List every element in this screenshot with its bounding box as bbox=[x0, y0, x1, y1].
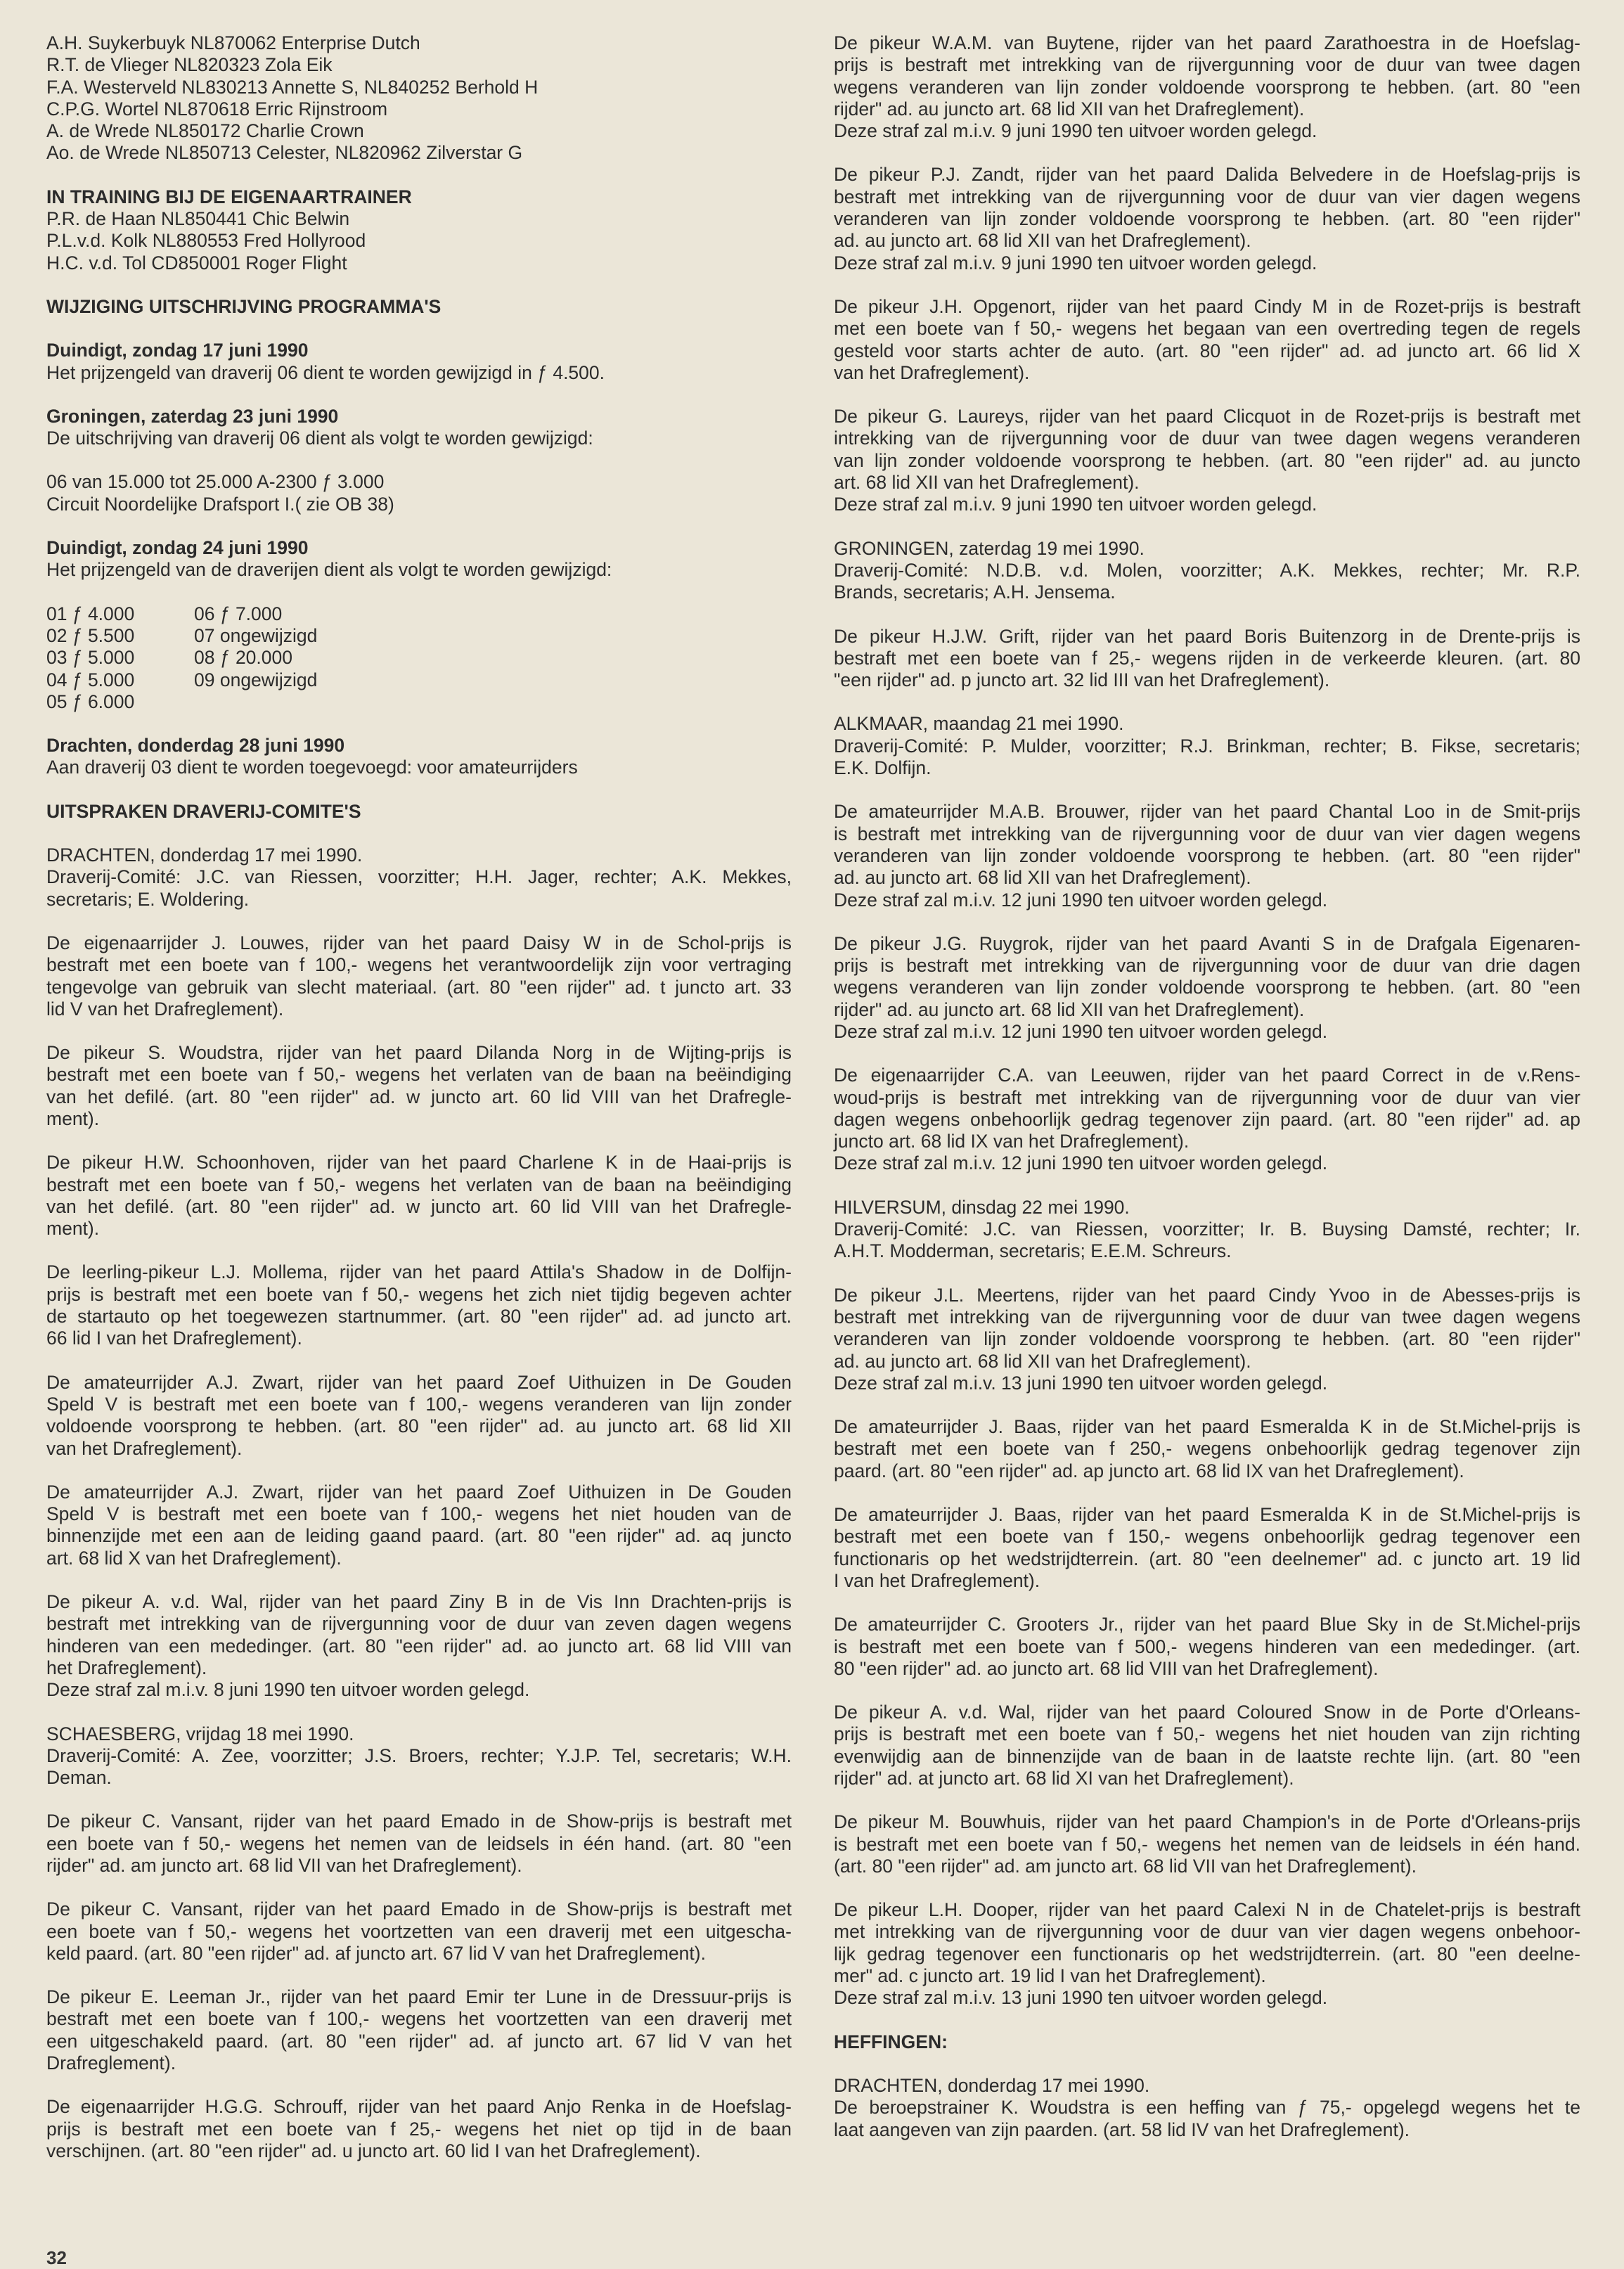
prize-row bbox=[46, 669, 792, 691]
left-paragraph bbox=[46, 2096, 792, 2162]
text-line: De leerling-pikeur L.J. Mollema, rijder van het paard Attila's Shadow in de Dolfijn- bbox=[46, 1261, 792, 1283]
text-line: Deze straf zal m.i.v. 9 juni 1990 ten uitvoer worden gelegd. bbox=[834, 120, 1317, 142]
left-paragraph bbox=[46, 844, 792, 911]
section-heading: HEFFINGEN: bbox=[834, 2031, 948, 2052]
text-line: van lijn zonder voldoende voorsprong te hebben. (art. 80 "een rijder" ad. au juncto bbox=[834, 449, 1580, 471]
text-line: E.K. Dolfijn. bbox=[834, 757, 932, 779]
text-line: Het prijzengeld van draverij 06 dient te worden gewijzigd in ƒ 4.500. bbox=[46, 361, 605, 383]
text-line: F.A. Westerveld NL830213 Annette S, NL840252 Berhold H bbox=[46, 76, 539, 98]
text-line: van het Drafreglement). bbox=[834, 361, 1030, 383]
right-paragraph bbox=[834, 2031, 1580, 2053]
text-line: A.H. Suykerbuyk NL870062 Enterprise Dutch bbox=[46, 32, 420, 53]
text-line: Draverij-Comité: J.C. van Riessen, voorzitter; Ir. B. Buysing Damsté, rechter; Ir. bbox=[834, 1219, 1580, 1240]
text-line: GRONINGEN, zaterdag 19 mei 1990. bbox=[834, 537, 1145, 559]
right-column bbox=[834, 32, 1580, 2163]
right-paragraph bbox=[834, 1702, 1580, 1789]
right-paragraph bbox=[834, 538, 1580, 604]
text-line: A. de Wrede NL850172 Charlie Crown bbox=[46, 120, 364, 142]
left-paragraph bbox=[46, 471, 792, 515]
text-line: lijk gedrag tegenover een functionaris op het wedstrijdterrein. (art. 80 "een deelne- bbox=[834, 1943, 1580, 1965]
text-line: De uitschrijving van draverij 06 dient als volgt te worden gewijzigd: bbox=[46, 428, 593, 449]
prize-cell: 09 ongewijzigd bbox=[194, 669, 318, 690]
text-line: wegens veranderen van lijn zonder voldoende voorsprong te hebben. (art. 80 "een bbox=[834, 76, 1580, 98]
text-line: R.T. de Vlieger NL820323 Zola Eik bbox=[46, 54, 333, 76]
text-line: ad. au juncto art. 68 lid XII van het Drafreglement). bbox=[834, 230, 1251, 252]
text-line: een boete van f 50,- wegens het nemen van de leidsels in één hand. (art. 80 "een bbox=[46, 1832, 792, 1854]
left-paragraph bbox=[46, 1152, 792, 1240]
section-heading: WIJZIGING UITSCHRIJVING PROGRAMMA'S bbox=[46, 295, 442, 317]
prize-cell: 07 ongewijzigd bbox=[194, 624, 318, 646]
text-line: de startauto op het toegewezen startnummer. (art. 80 "een rijder" ad. ad juncto art. bbox=[46, 1306, 792, 1328]
text-line: De pikeur A. v.d. Wal, rijder van het paard Ziny B in de Vis Inn Drachten-prijs is bbox=[46, 1591, 792, 1613]
text-line: De pikeur H.J.W. Grift, rijder van het paard Boris Buitenzorg in de Drente-prijs is bbox=[834, 625, 1580, 647]
text-line: Deze straf zal m.i.v. 13 juni 1990 ten uitvoer worden gelegd. bbox=[834, 1372, 1328, 1394]
right-paragraph bbox=[834, 801, 1580, 911]
text-line: met intrekking van de rijvergunning voor de duur van vier dagen wegens onbehoor- bbox=[834, 1921, 1580, 1943]
text-line: Speld V is bestraft met een boete van f 100,- wegens het niet houden van de bbox=[46, 1503, 792, 1525]
prize-cell: 03 ƒ 5.000 bbox=[46, 647, 135, 669]
text-line: is bestraft met een boete van f 500,- wegens hinderen van een mededinger. (art. bbox=[834, 1635, 1580, 1657]
prize-cell: 01 ƒ 4.000 bbox=[46, 603, 135, 624]
text-line: veranderen van lijn zonder voldoende voorsprong te hebben. (art. 80 "een rijder" bbox=[834, 844, 1580, 866]
left-paragraph bbox=[46, 603, 792, 713]
text-line: Aan draverij 03 dient te worden toegevoegd: voor amateurrijders bbox=[46, 757, 578, 778]
text-line: De pikeur H.W. Schoonhoven, rijder van het paard Charlene K in de Haai-prijs is bbox=[46, 1152, 792, 1174]
text-line: wegens veranderen van lijn zonder voldoende voorsprong te hebben. (art. 80 "een bbox=[834, 977, 1580, 998]
text-line: prijs is bestraft met intrekking van de rijvergunning voor de duur van drie dagen bbox=[834, 955, 1580, 977]
left-paragraph bbox=[46, 186, 792, 274]
text-line: I van het Drafreglement). bbox=[834, 1569, 1040, 1591]
left-column bbox=[46, 32, 792, 2184]
text-line: C.P.G. Wortel NL870618 Erric Rijnstroom bbox=[46, 98, 388, 120]
right-paragraph bbox=[834, 1614, 1580, 1680]
text-line: De pikeur M. Bouwhuis, rijder van het paard Champion's in de Porte d'Orleans-prijs bbox=[834, 1811, 1580, 1833]
text-line: secretaris; E. Woldering. bbox=[46, 888, 250, 910]
text-line: ment). bbox=[46, 1218, 100, 1240]
text-line: H.C. v.d. Tol CD850001 Roger Flight bbox=[46, 252, 347, 274]
text-line: ALKMAAR, maandag 21 mei 1990. bbox=[834, 713, 1124, 735]
text-line: De pikeur J.H. Opgenort, rijder van het paard Cindy M in de Rozet-prijs is bestraft bbox=[834, 295, 1580, 317]
left-paragraph bbox=[46, 340, 792, 384]
text-line: bestraft met een boete van f 50,- wegens het verlaten van de baan na beëindiging bbox=[46, 1064, 792, 1086]
right-paragraph bbox=[834, 1811, 1580, 1877]
text-line: De pikeur J.L. Meertens, rijder van het paard Cindy Yvoo in de Abesses-prijs is bbox=[834, 1284, 1580, 1306]
text-line: Draverij-Comité: P. Mulder, voorzitter; R.J. Brinkman, rechter; B. Fikse, secretaris; bbox=[834, 735, 1580, 757]
text-line: Deze straf zal m.i.v. 12 juni 1990 ten uitvoer worden gelegd. bbox=[834, 1020, 1328, 1042]
right-paragraph bbox=[834, 1197, 1580, 1263]
text-line: evenwijdig aan de binnenzijde van de baan in de laatste rechte lijn. (art. 80 "een bbox=[834, 1745, 1580, 1767]
text-line: Brands, secretaris; A.H. Jensema. bbox=[834, 581, 1116, 603]
prize-row bbox=[46, 625, 792, 647]
text-line: Deze straf zal m.i.v. 12 juni 1990 ten uitvoer worden gelegd. bbox=[834, 889, 1328, 911]
text-line: De pikeur L.H. Dooper, rijder van het paard Calexi N in de Chatelet-prijs is bestraft bbox=[834, 1899, 1580, 1921]
text-line: bestraft met een boete van f 250,- wegens onbehoorlijk gedrag tegenover zijn bbox=[834, 1438, 1580, 1460]
text-line: bestraft met een boete van f 25,- wegens rijden in de verkeerde kleuren. (art. 80 bbox=[834, 647, 1580, 669]
text-line: veranderen van lijn zonder voldoende voorsprong te hebben. (art. 80 "een rijder" bbox=[834, 1328, 1580, 1350]
text-line: DRACHTEN, donderdag 17 mei 1990. bbox=[46, 844, 363, 866]
text-line: 80 "een rijder" ad. ao juncto art. 68 lid VIII van het Drafreglement). bbox=[834, 1657, 1379, 1679]
prize-row bbox=[46, 691, 792, 713]
text-line: veranderen van lijn zonder voldoende voorsprong te hebben. (art. 80 "een rijder" bbox=[834, 208, 1580, 230]
text-line: De amateurrijder J. Baas, rijder van het paard Esmeralda K in de St.Michel-prijs is bbox=[834, 1504, 1580, 1526]
text-line: Circuit Noordelijke Drafsport I.( zie OB 38) bbox=[46, 493, 394, 515]
text-line: (art. 80 "een rijder" ad. am juncto art. 68 lid VII van het Drafreglement). bbox=[834, 1855, 1417, 1877]
section-heading: UITSPRAKEN DRAVERIJ-COMITE'S bbox=[46, 800, 361, 822]
text-line: HILVERSUM, dinsdag 22 mei 1990. bbox=[834, 1196, 1130, 1218]
text-line: rijder" ad. au juncto art. 68 lid XII van het Drafreglement). bbox=[834, 998, 1305, 1020]
prize-cell: 04 ƒ 5.000 bbox=[46, 669, 135, 690]
text-line: hinderen van een mededinger. (art. 80 "een rijder" ad. ao juncto art. 68 lid VIII van bbox=[46, 1635, 792, 1657]
left-paragraph bbox=[46, 1591, 792, 1701]
text-line: gesteld voor starts achter de auto. (art. 80 "een rijder" ad. ad juncto art. 66 lid X bbox=[834, 340, 1580, 361]
left-paragraph bbox=[46, 32, 792, 165]
text-line: lid V van het Drafreglement). bbox=[46, 998, 284, 1020]
text-line: Het prijzengeld van de draverijen dient als volgt te worden gewijzigd: bbox=[46, 559, 612, 581]
text-line: ad. au juncto art. 68 lid XII van het Drafreglement). bbox=[834, 1350, 1251, 1372]
text-line: De amateurrijder J. Baas, rijder van het paard Esmeralda K in de St.Michel-prijs is bbox=[834, 1416, 1580, 1438]
left-paragraph bbox=[46, 1261, 792, 1349]
text-line: bestraft met een boete van f 100,- wegens het voortzetten van een draverij met bbox=[46, 2008, 792, 2030]
right-paragraph bbox=[834, 626, 1580, 692]
left-paragraph bbox=[46, 735, 792, 779]
right-paragraph bbox=[834, 1416, 1580, 1482]
text-line: keld paard. (art. 80 "een rijder" ad. af juncto art. 67 lid V van het Drafreglement). bbox=[46, 1942, 706, 1964]
right-paragraph bbox=[834, 1504, 1580, 1592]
right-paragraph bbox=[834, 933, 1580, 1043]
text-line: De pikeur A. v.d. Wal, rijder van het paard Coloured Snow in de Porte d'Orleans- bbox=[834, 1702, 1580, 1723]
text-line: met een boete van f 50,- wegens het begaan van een overtreding tegen de regels bbox=[834, 318, 1580, 340]
text-line: bestraft met intrekking van de rijvergunning voor de duur van zeven dagen wegens bbox=[46, 1613, 792, 1635]
text-line: De pikeur W.A.M. van Buytene, rijder van het paard Zarathoestra in de Hoefslag- bbox=[834, 32, 1580, 53]
text-line: Draverij-Comité: N.D.B. v.d. Molen, voorzitter; A.K. Mekkes, rechter; Mr. R.P. bbox=[834, 559, 1580, 581]
text-line: Deze straf zal m.i.v. 9 juni 1990 ten uitvoer worden gelegd. bbox=[834, 252, 1317, 274]
text-line: rijder" ad. au juncto art. 68 lid XII van het Drafreglement). bbox=[834, 98, 1305, 120]
text-line: tengevolge van gebruik van slecht materiaal. (art. 80 "een rijder" ad. t juncto art. 33 bbox=[46, 976, 792, 998]
prize-cell: 06 ƒ 7.000 bbox=[194, 603, 283, 624]
text-line: ad. au juncto art. 68 lid XII van het Drafreglement). bbox=[834, 867, 1251, 889]
section-heading: Duindigt, zondag 24 juni 1990 bbox=[46, 537, 309, 559]
text-line: woud-prijs is bestraft met intrekking van de rijvergunning voor de duur van vier bbox=[834, 1086, 1580, 1108]
left-paragraph bbox=[46, 1898, 792, 1965]
text-line: art. 68 lid X van het Drafreglement). bbox=[46, 1547, 342, 1569]
right-paragraph bbox=[834, 713, 1580, 779]
text-line: een boete van f 50,- wegens het voortzetten van een draverij met een uitgescha- bbox=[46, 1920, 792, 1942]
text-line: dagen wegens onbehoorlijk gedrag tegenover zijn paard. (art. 80 "een rijder" ad. ap bbox=[834, 1108, 1580, 1130]
page-number: 32 bbox=[46, 2247, 67, 2268]
text-line: De amateurrijder M.A.B. Brouwer, rijder van het paard Chantal Loo in de Smit-prijs bbox=[834, 801, 1580, 823]
text-line: art. 68 lid XII van het Drafreglement). bbox=[834, 472, 1140, 494]
text-line: van het Drafreglement). bbox=[46, 1437, 243, 1459]
text-line: van het defilé. (art. 80 "een rijder" ad. w juncto art. 60 lid VIII van het Drafregle- bbox=[46, 1195, 792, 1217]
section-heading: Duindigt, zondag 17 juni 1990 bbox=[46, 340, 309, 361]
right-paragraph bbox=[834, 1065, 1580, 1174]
text-line: Deman. bbox=[46, 1767, 112, 1789]
prize-row bbox=[46, 647, 792, 669]
right-paragraph bbox=[834, 164, 1580, 274]
text-line: binnenzijde met een aan de leiding gaand paard. (art. 80 "een rijder" ad. aq juncto bbox=[46, 1525, 792, 1547]
text-line: juncto art. 68 lid IX van het Drafreglement). bbox=[834, 1131, 1190, 1152]
text-line: Draverij-Comité: J.C. van Riessen, voorzitter; H.H. Jager, rechter; A.K. Mekkes, bbox=[46, 866, 792, 888]
text-line: De pikeur P.J. Zandt, rijder van het paard Dalida Belvedere in de Hoefslag-prijs is bbox=[834, 164, 1580, 186]
text-line: prijs is bestraft met een boete van f 50,- wegens het niet houden van zijn richting bbox=[834, 1723, 1580, 1745]
text-line: P.R. de Haan NL850441 Chic Belwin bbox=[46, 208, 350, 230]
left-paragraph bbox=[46, 406, 792, 450]
text-line: rijder" ad. at juncto art. 68 lid XI van het Drafreglement). bbox=[834, 1768, 1294, 1789]
left-paragraph bbox=[46, 1811, 792, 1877]
text-line: De pikeur C. Vansant, rijder van het paard Emado in de Show-prijs is bestraft met bbox=[46, 1811, 792, 1832]
text-line: P.L.v.d. Kolk NL880553 Fred Hollyrood bbox=[46, 230, 366, 252]
text-line: 06 van 15.000 tot 25.000 A-2300 ƒ 3.000 bbox=[46, 471, 385, 493]
section-heading: Groningen, zaterdag 23 juni 1990 bbox=[46, 405, 339, 427]
left-paragraph bbox=[46, 1986, 792, 2074]
text-line: 66 lid I van het Drafreglement). bbox=[46, 1328, 302, 1349]
text-line: "een rijder" ad. p juncto art. 32 lid III van het Drafreglement). bbox=[834, 669, 1330, 691]
text-line: De pikeur C. Vansant, rijder van het paard Emado in de Show-prijs is bestraft met bbox=[46, 1898, 792, 1920]
text-line: mer" ad. c juncto art. 19 lid I van het Drafreglement). bbox=[834, 1965, 1266, 1987]
left-paragraph bbox=[46, 1481, 792, 1569]
text-line: De amateurrijder A.J. Zwart, rijder van het paard Zoef Uithuizen in De Gouden bbox=[46, 1481, 792, 1503]
right-paragraph bbox=[834, 32, 1580, 142]
text-line: De pikeur J.G. Ruygrok, rijder van het paard Avanti S in de Drafgala Eigenaren- bbox=[834, 932, 1580, 954]
right-paragraph bbox=[834, 1285, 1580, 1394]
text-line: een uitgeschakeld paard. (art. 80 "een rijder" ad. af juncto art. 67 lid V van het bbox=[46, 2030, 792, 2052]
text-line: DRACHTEN, donderdag 17 mei 1990. bbox=[834, 2074, 1150, 2096]
prize-cell: 02 ƒ 5.500 bbox=[46, 624, 135, 646]
text-line: De beroepstrainer K. Woudstra is een heffing van ƒ 75,- opgelegd wegens het te bbox=[834, 2097, 1580, 2119]
left-paragraph bbox=[46, 1042, 792, 1130]
text-line: bestraft met intrekking van de rijvergunning voor de duur van vier dagen wegens bbox=[834, 186, 1580, 207]
text-line: De amateurrijder C. Grooters Jr., rijder van het paard Blue Sky in de St.Michel-prijs bbox=[834, 1614, 1580, 1635]
text-line: paard. (art. 80 "een rijder" ad. ap juncto art. 68 lid IX van het Drafreglement). bbox=[834, 1460, 1464, 1481]
left-paragraph bbox=[46, 1372, 792, 1460]
text-line: voldoende voorsprong te hebben. (art. 80 "een rijder" ad. au juncto art. 68 lid XII bbox=[46, 1415, 792, 1437]
section-heading: IN TRAINING BIJ DE EIGENAARTRAINER bbox=[46, 186, 412, 207]
text-line: SCHAESBERG, vrijdag 18 mei 1990. bbox=[46, 1723, 354, 1744]
text-line: intrekking van de rijvergunning voor de duur van twee dagen wegens veranderen bbox=[834, 428, 1580, 449]
text-line: De eigenaarrijder C.A. van Leeuwen, rijder van het paard Correct in de v.Rens- bbox=[834, 1065, 1580, 1086]
text-line: De eigenaarrijder H.G.G. Schrouff, rijder van het paard Anjo Renka in de Hoefslag- bbox=[46, 2096, 792, 2118]
prize-cell bbox=[194, 691, 405, 713]
text-line: ment). bbox=[46, 1107, 100, 1129]
text-line: prijs is bestraft met een boete van f 25,- wegens het niet op tijd in de baan bbox=[46, 2118, 792, 2140]
prize-cell: 08 ƒ 20.000 bbox=[194, 647, 292, 669]
left-paragraph bbox=[46, 932, 792, 1020]
right-paragraph bbox=[834, 296, 1580, 384]
text-line: Deze straf zal m.i.v. 12 juni 1990 ten uitvoer worden gelegd. bbox=[834, 1152, 1328, 1174]
left-paragraph bbox=[46, 296, 792, 318]
text-line: Ao. de Wrede NL850713 Celester, NL820962 Zilverstar G bbox=[46, 142, 523, 164]
left-paragraph bbox=[46, 801, 792, 823]
text-line: Deze straf zal m.i.v. 9 juni 1990 ten uitvoer worden gelegd. bbox=[834, 494, 1317, 515]
prize-cell: 05 ƒ 6.000 bbox=[46, 690, 135, 712]
text-line: De pikeur E. Leeman Jr., rijder van het paard Emir ter Lune in de Dressuur-prijs is bbox=[46, 1986, 792, 2008]
text-line: De pikeur G. Laureys, rijder van het paard Clicquot in de Rozet-prijs is bestraft met bbox=[834, 406, 1580, 428]
text-line: bestraft met een boete van f 50,- wegens het verlaten van de baan na beëindiging bbox=[46, 1174, 792, 1195]
prize-row bbox=[46, 603, 792, 625]
text-line: bestraft met een boete van f 100,- wegens het verantwoordelijk zijn voor vertraging bbox=[46, 954, 792, 976]
text-line: Speld V is bestraft met een boete van f 100,- wegens veranderen van lijn zonder bbox=[46, 1393, 792, 1415]
text-line: functionaris op het wedstrijdterrein. (art. 80 "een deelnemer" ad. c juncto art. 19 lid bbox=[834, 1548, 1580, 1569]
text-line: De eigenaarrijder J. Louwes, rijder van het paard Daisy W in de Schol-prijs is bbox=[46, 932, 792, 953]
text-line: prijs is bestraft met een boete van f 50,- wegens het zich niet tijdig begeven achter bbox=[46, 1283, 792, 1305]
text-line: Deze straf zal m.i.v. 13 juni 1990 ten uitvoer worden gelegd. bbox=[834, 1987, 1328, 2009]
right-paragraph bbox=[834, 2075, 1580, 2141]
text-line: A.H.T. Modderman, secretaris; E.E.M. Schreurs. bbox=[834, 1240, 1232, 1262]
left-paragraph bbox=[46, 1723, 792, 1789]
right-paragraph bbox=[834, 1899, 1580, 2009]
text-line: Draverij-Comité: A. Zee, voorzitter; J.S. Broers, rechter; Y.J.P. Tel, secretaris; W.H. bbox=[46, 1744, 792, 1766]
text-line: De pikeur S. Woudstra, rijder van het paard Dilanda Norg in de Wijting-prijs is bbox=[46, 1042, 792, 1064]
right-paragraph bbox=[834, 406, 1580, 515]
text-line: prijs is bestraft met intrekking van de rijvergunning voor de duur van twee dagen bbox=[834, 54, 1580, 76]
text-line: is bestraft met een boete van f 50,- wegens het nemen van de leidsels in één hand. bbox=[834, 1833, 1580, 1855]
text-line: laat aangeven van zijn paarden. (art. 58 lid IV van het Drafreglement). bbox=[834, 2119, 1410, 2140]
text-line: rijder" ad. am juncto art. 68 lid VII van het Drafreglement). bbox=[46, 1855, 522, 1876]
text-line: verschijnen. (art. 80 "een rijder" ad. u juncto art. 60 lid I van het Drafreglement). bbox=[46, 2140, 701, 2161]
text-line: Drafreglement). bbox=[46, 2052, 176, 2074]
left-paragraph bbox=[46, 537, 792, 581]
text-line: Deze straf zal m.i.v. 8 juni 1990 ten uitvoer worden gelegd. bbox=[46, 1679, 530, 1701]
text-line: bestraft met intrekking van de rijvergunning voor de duur van twee dagen wegens bbox=[834, 1306, 1580, 1328]
text-line: De amateurrijder A.J. Zwart, rijder van het paard Zoef Uithuizen in De Gouden bbox=[46, 1371, 792, 1393]
text-line: van het defilé. (art. 80 "een rijder" ad. w juncto art. 60 lid VIII van het Drafregle- bbox=[46, 1086, 792, 1107]
text-line: bestraft met een boete van f 150,- wegens onbehoorlijk gedrag tegenover een bbox=[834, 1526, 1580, 1548]
section-heading: Drachten, donderdag 28 juni 1990 bbox=[46, 735, 345, 757]
text-line: is bestraft met intrekking van de rijvergunning voor de duur van vier dagen wegens bbox=[834, 823, 1580, 844]
text-line: het Drafreglement). bbox=[46, 1657, 207, 1678]
